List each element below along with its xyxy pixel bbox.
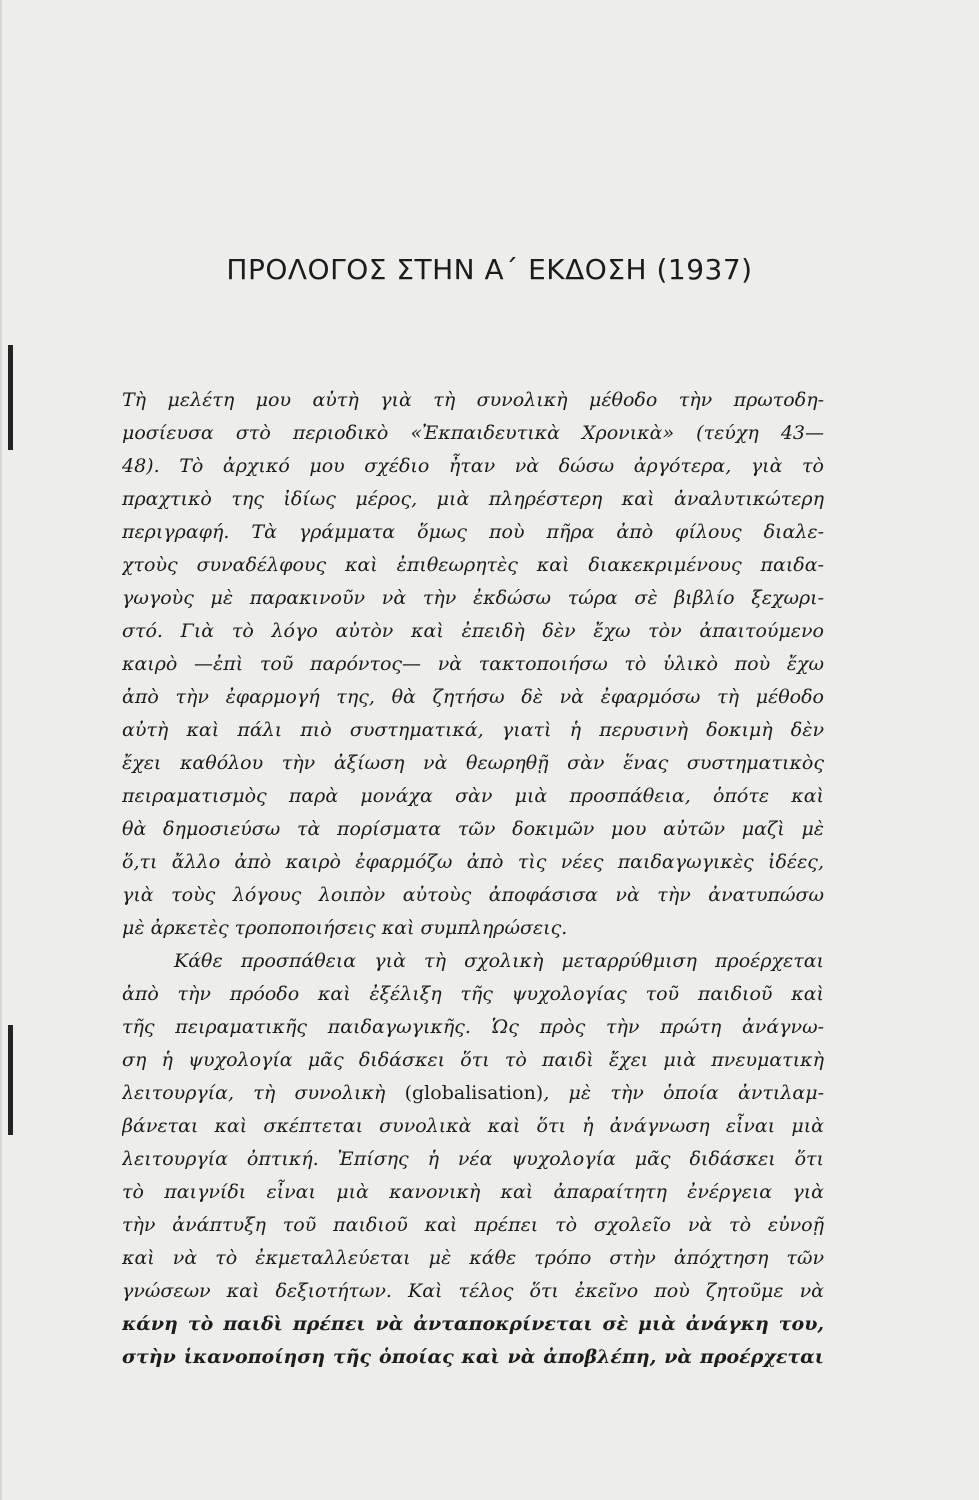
globalisation-term: (globalisation) [404,1082,544,1104]
text-line: ση ἡ ψυχολογία μᾶς διδάσκει ὅτι τὸ παιδὶ ἔχει μιὰ πνευματικὴ [122,1049,824,1071]
text-line: 48). Τὸ ἀρχικό μου σχέδιο ἦταν νὰ δώσω ἀργότερα, γιὰ τὸ [122,455,824,477]
text-line: στὴν ἱκανοποίηση τῆς ὁποίας καὶ νὰ ἀποβλέπη, νὰ προέρχεται [122,1346,824,1368]
text-line: γιὰ τοὺς λόγους λοιπὸν αὐτοὺς ἀποφάσισα νὰ τὴν ἀνατυπώσω [122,884,824,906]
text-line: ἀπὸ τὴν πρόοδο καὶ ἐξέλιξη τῆς ψυχολογίας τοῦ παιδιοῦ καὶ [122,983,824,1005]
text-line: πειραματισμὸς παρὰ μονάχα σὰν μιὰ προσπάθεια, ὁπότε καὶ [122,785,824,807]
text-line: γνώσεων καὶ δεξιοτήτων. Καὶ τέλος ὅτι ἐκεῖνο ποὺ ζητοῦμε νὰ [122,1280,824,1302]
text-line: καὶ νὰ τὸ ἐκμεταλλεύεται μὲ κάθε τρόπο στὴν ἀπόχτηση τῶν [122,1247,824,1269]
text-line: χτοὺς συναδέλφους καὶ ἐπιθεωρητὲς καὶ διακεκριμένους παιδα- [122,554,824,576]
text-line: Τὴ μελέτη μου αὐτὴ γιὰ τὴ συνολικὴ μέθοδο τὴν πρωτοδη- [122,389,824,411]
text-line: μοσίευσα στὸ περιοδικὸ «Ἐκπαιδευτικὰ Χρονικὰ» (τεύχη 43— [122,422,824,444]
text-line: βάνεται καὶ σκέπτεται συνολικὰ καὶ ὅτι ἡ ἀνάγνωση εἶναι μιὰ [122,1115,824,1137]
text-line: γωγοὺς μὲ παρακινοῦν νὰ τὴν ἐκδώσω τώρα σὲ βιβλίο ξεχωρι- [122,587,824,609]
binding-mark-top [8,345,13,450]
text-line: μὲ ἀρκετὲς τροποποιήσεις καὶ συμπληρώσεις. [122,917,568,939]
text-line: ἀπὸ τὴν ἐφαρμογή της, θὰ ζητήσω δὲ νὰ ἐφαρμόσω τὴ μέθοδο [122,686,824,708]
text-line: κάνη τὸ παιδὶ πρέπει νὰ ἀνταποκρίνεται σὲ μιὰ ἀνάγκη του, [122,1313,824,1335]
body-text [122,384,824,1374]
text-line-globalisation [122,1077,824,1110]
text-line: πραχτικὸ της ἰδίως μέρος, μιὰ πληρέστερη καὶ ἀναλυτικώτερη [122,488,824,510]
page-title: ΠΡΟΛΟΓΟΣ ΣΤΗΝ Α΄ ΕΚΔΟΣΗ (1937) [226,253,753,286]
text-line: καιρὸ —ἐπὶ τοῦ παρόντος— νὰ τακτοποιήσω τὸ ὑλικὸ ποὺ ἔχω [122,653,824,675]
binding-mark-bottom [8,1025,13,1135]
line-end: , μὲ τὴν ὁποία ἀντιλαμ- [543,1082,824,1104]
text-line: στό. Γιὰ τὸ λόγο αὐτὸν καὶ ἐπειδὴ δὲν ἔχω τὸν ἀπαιτούμενο [122,620,824,642]
text-line: περιγραφή. Τὰ γράμματα ὅμως ποὺ πῆρα ἀπὸ φίλους διαλε- [122,521,824,543]
text-line-paragraph-start: Κάθε προσπάθεια γιὰ τὴ σχολικὴ μεταρρύθμιση προέρχεται [174,950,824,972]
line-start: λειτουργία, τὴ συνολικὴ [122,1082,386,1104]
text-line: ἔχει καθόλου τὴν ἀξίωση νὰ θεωρηθῇ σὰν ἕνας συστηματικὸς [122,752,824,774]
text-line: ὅ,τι ἄλλο ἀπὸ καιρὸ ἐφαρμόζω ἀπὸ τὶς νέες παιδαγωγικὲς ἰδέες, [122,851,824,873]
text-line: τὸ παιγνίδι εἶναι μιὰ κανονικὴ καὶ ἀπαραίτητη ἐνέργεια γιὰ [122,1181,824,1203]
text-line: τῆς πειραματικῆς παιδαγωγικῆς. Ὡς πρὸς τὴν πρώτη ἀνάγνω- [122,1016,824,1038]
text-line: θὰ δημοσιεύσω τὰ πορίσματα τῶν δοκιμῶν μου αὐτῶν μαζὶ μὲ [122,818,824,840]
text-line: αὐτὴ καὶ πάλι πιὸ συστηματικά, γιατὶ ἡ περυσινὴ δοκιμὴ δὲν [122,719,824,741]
text-line: τὴν ἀνάπτυξη τοῦ παιδιοῦ καὶ πρέπει τὸ σχολεῖο νὰ τὸ εὐνοῇ [122,1214,824,1236]
text-line: λειτουργία ὀπτική. Ἐπίσης ἡ νέα ψυχολογία μᾶς διδάσκει ὅτι [122,1148,824,1170]
